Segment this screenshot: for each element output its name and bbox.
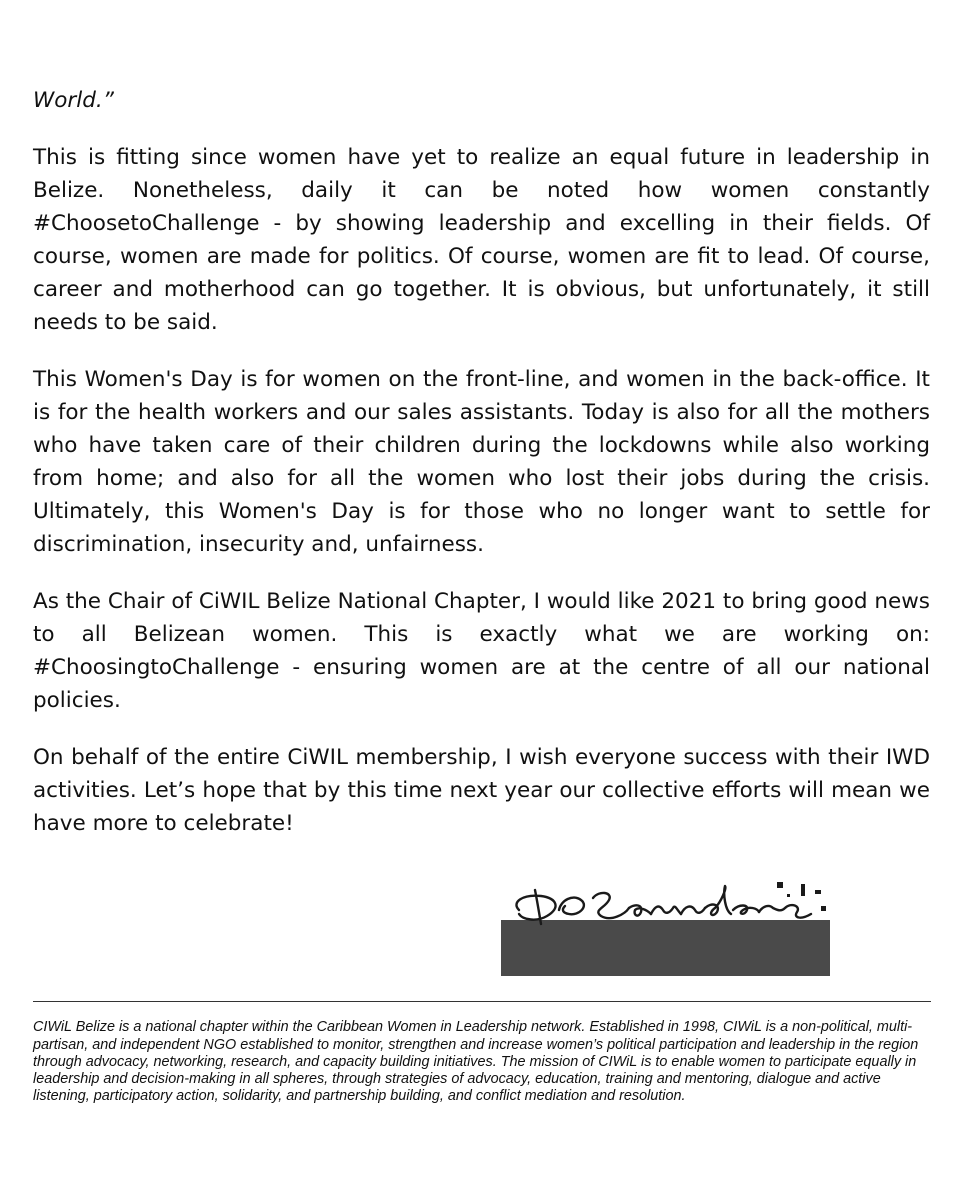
organization-footnote: CIWiL Belize is a national chapter within the Caribbean Women in Leadership network. Established in 1998, CIWiL is a non-political, multi-partisan, and independent NGO established to monitor, strengthen and increase women’s political participation and leadership in the region through advocacy, networking, research, and capacity building initiatives. The mission of CIWiL is to enable women to participate equally in leadership and decision-making in all spheres, through strategies of advocacy, education, training and mentoring, dialogue and active listening, participatory action, solidarity, and partnership building, and conflict mediation and resolution.: [33, 1019, 919, 1105]
handwritten-signature-icon: [501, 880, 830, 976]
paragraph-chair-statement: As the Chair of CiWIL Belize National Chapter, I would like 2021 to bring good news to all Belizean women. This is exactly what we are working on: #ChoosingtoChallenge - ensuring women are at the centre of all our national policies.: [33, 589, 930, 713]
paragraph-closing-wishes: On behalf of the entire CiWIL membership, I wish everyone success with their IWD activities. Let’s hope that by this time next year our collective efforts will mean we have more to celebrate!: [33, 745, 930, 836]
paragraph-equal-future: This is fitting since women have yet to realize an equal future in leadership in Belize. Nonetheless, daily it can be noted how women constantly #ChoosetoChallenge - by showing leadership and excelling in their fields. Of course, women are made for politics. Of course, women are fit to lead. Of course, career and motherhood can go together. It is obvious, but unfortunately, it still needs to be said.: [33, 145, 930, 335]
signature-image: [501, 880, 830, 976]
footnote-divider: [33, 1001, 931, 1002]
letter-body: [33, 84, 930, 864]
opening-fragment: World.”: [33, 88, 114, 113]
paragraph-womens-day: This Women's Day is for women on the front-line, and women in the back-office. It is for the health workers and our sales assistants. Today is also for all the mothers who have taken care of their children during the lockdowns while also working from home; and also for all the women who lost their jobs during the crisis. Ultimately, this Women's Day is for those who no longer want to settle for discrimination, insecurity and, unfairness.: [33, 367, 930, 557]
